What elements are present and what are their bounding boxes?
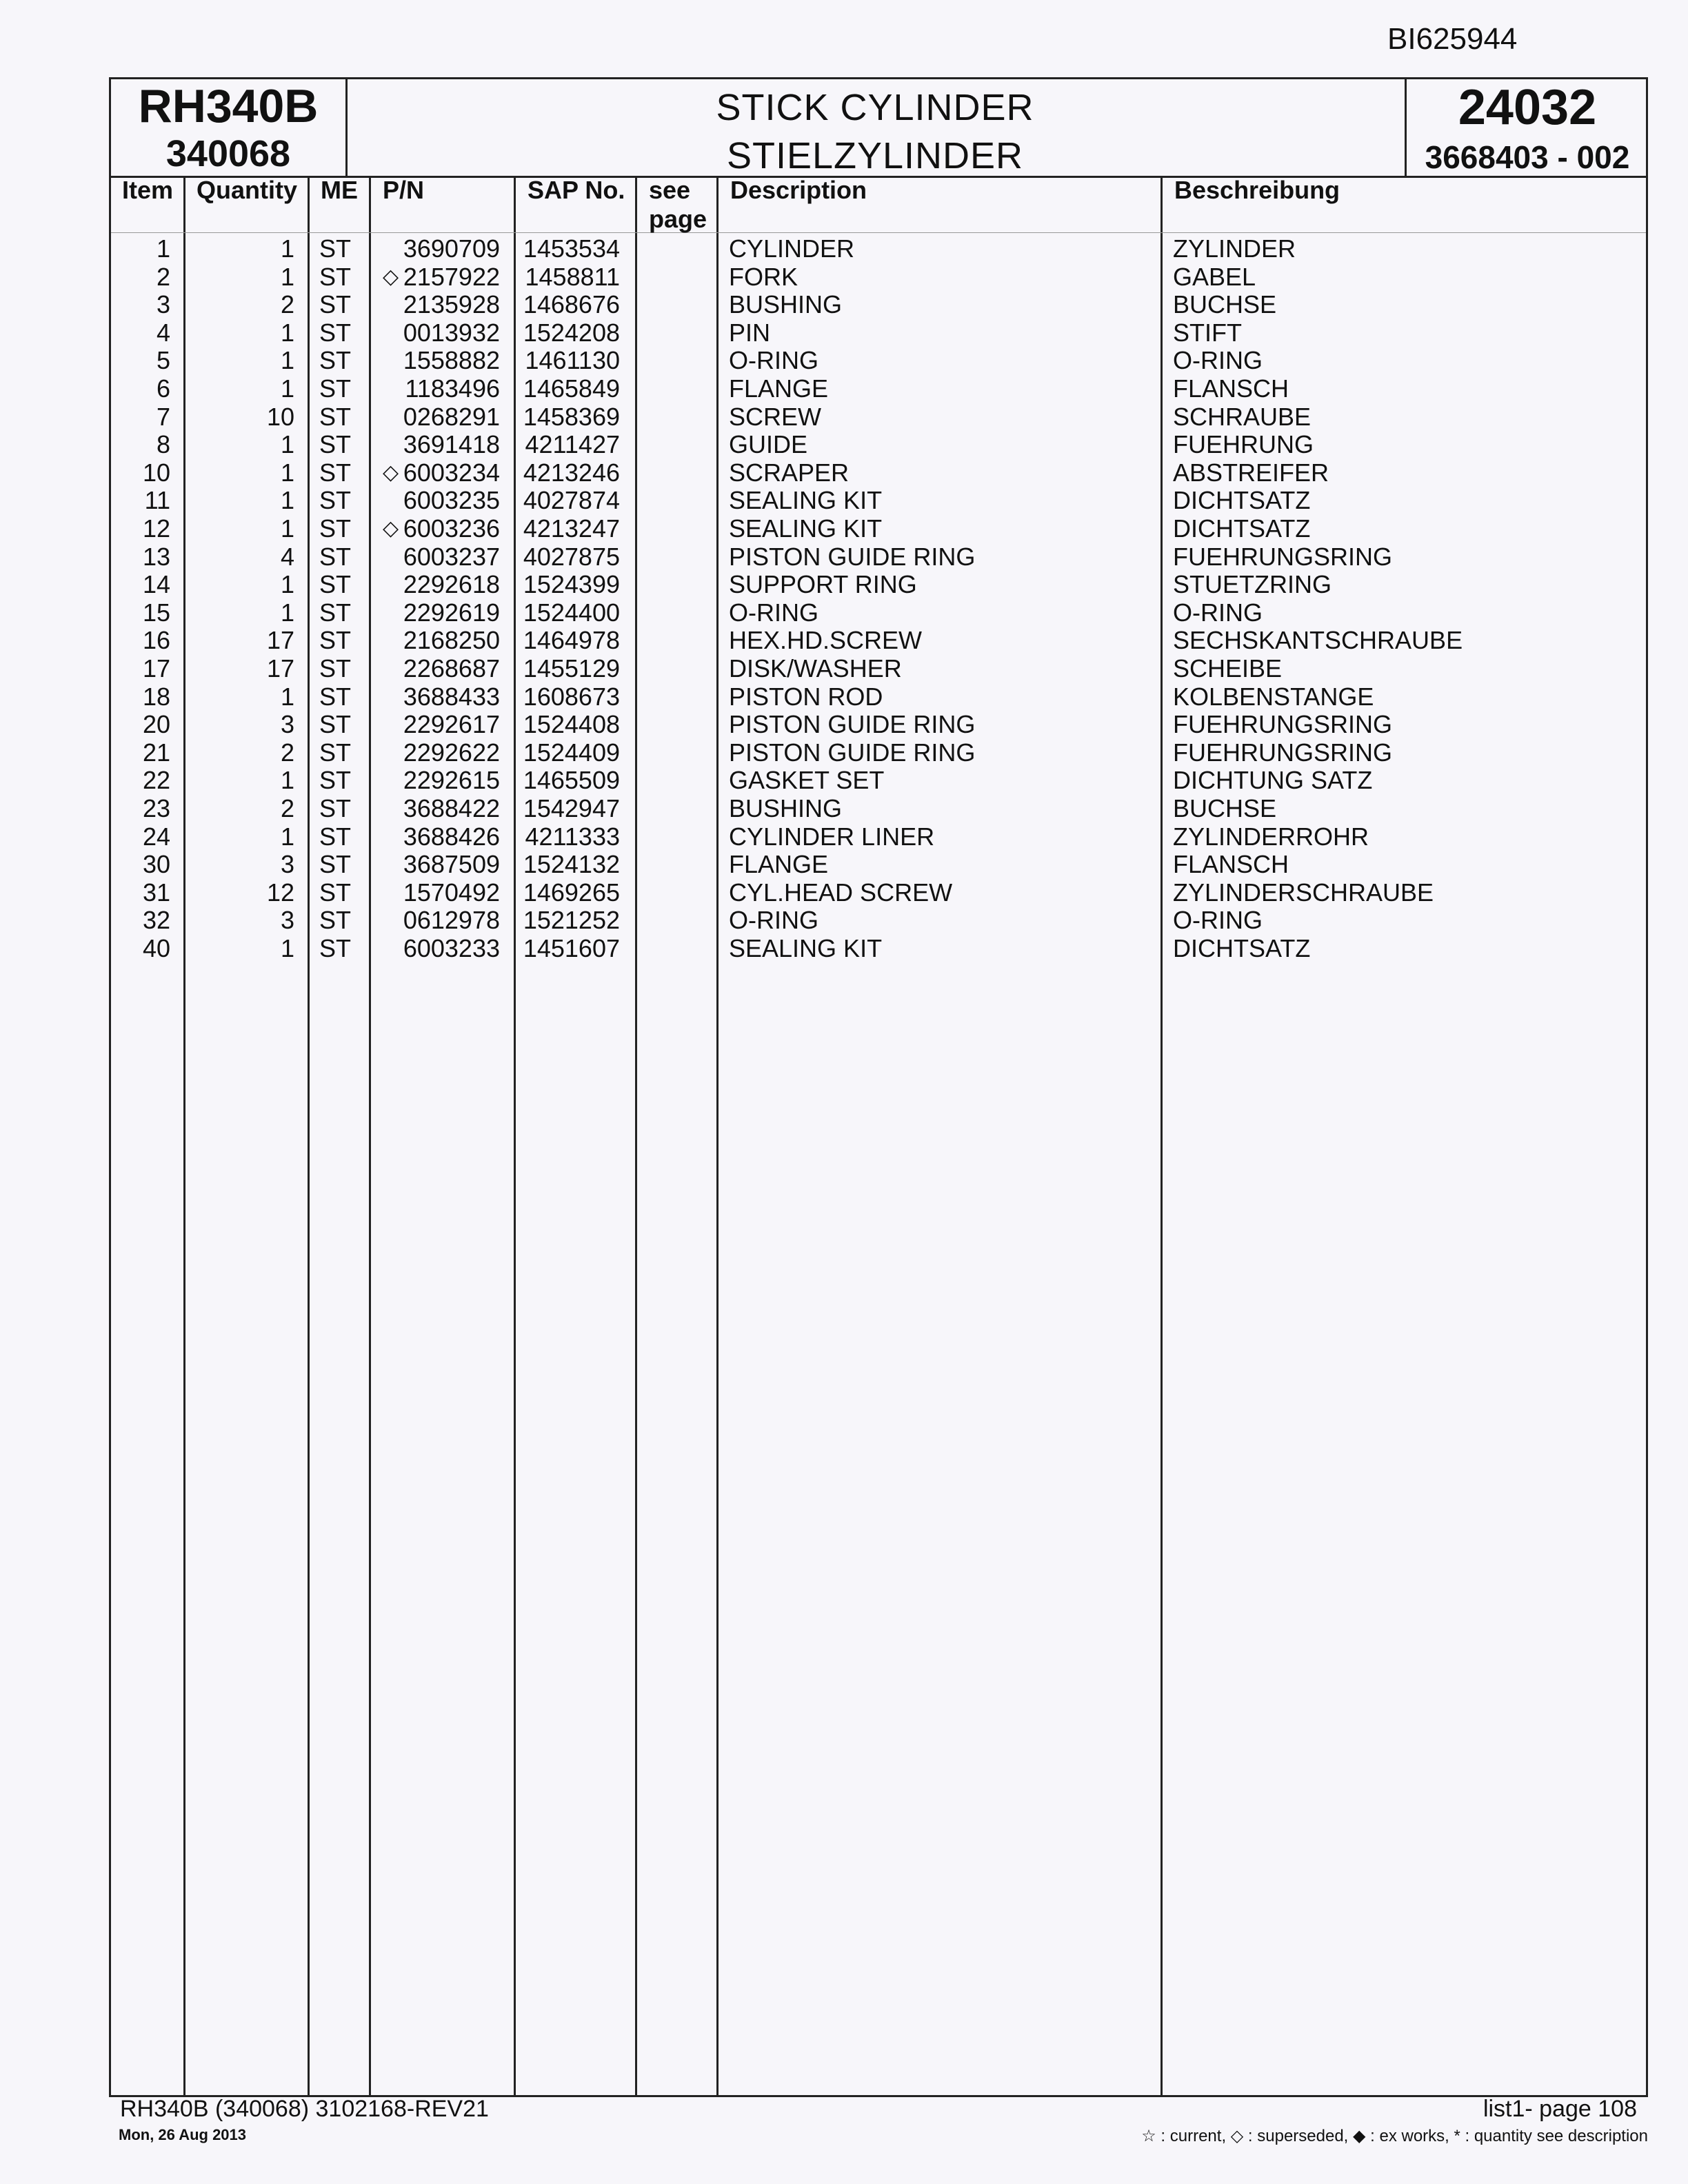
cell-sap-number: 1465509 xyxy=(523,766,620,795)
cell-item: 23 xyxy=(142,794,170,822)
cell-description: BUSHING xyxy=(729,794,843,822)
cell-sap-number: 1464978 xyxy=(523,626,620,655)
cell-description: PISTON GUIDE RING xyxy=(729,542,976,571)
superseded-icon: ◇ xyxy=(383,461,399,484)
table-row xyxy=(111,347,1646,375)
cell-description: SCREW xyxy=(729,402,821,431)
table-row xyxy=(111,767,1646,795)
cell-part-number: 6003235 xyxy=(403,486,500,515)
cell-sap-number: 1608673 xyxy=(523,682,620,711)
cell-me: ST xyxy=(319,234,352,263)
cell-description: PISTON ROD xyxy=(729,682,883,711)
cell-part-number: 3690709 xyxy=(403,234,500,263)
cell-sap-number: 1469265 xyxy=(523,878,620,907)
cell-sap-number: 1524400 xyxy=(523,598,620,627)
cell-quantity: 1 xyxy=(280,682,294,711)
cell-item: 6 xyxy=(156,374,170,403)
symbol-legend: ☆ : current, ◇ : superseded, ◆ : ex works, * : quantity see description xyxy=(1141,2127,1648,2145)
document-id: BI625944 xyxy=(1387,22,1518,56)
cell-beschreibung: BUCHSE xyxy=(1173,794,1277,822)
cell-item: 18 xyxy=(142,682,170,711)
cell-description: DISK/WASHER xyxy=(729,654,902,682)
cell-item: 40 xyxy=(142,934,170,962)
table-row xyxy=(111,823,1646,851)
cell-quantity: 1 xyxy=(280,458,294,487)
cell-part-number: 2292615 xyxy=(403,766,500,795)
cell-beschreibung: SCHEIBE xyxy=(1173,654,1283,682)
cell-beschreibung: SCHRAUBE xyxy=(1173,402,1312,431)
cell-beschreibung: DICHTSATZ xyxy=(1173,934,1311,962)
table-row xyxy=(111,627,1646,655)
model-box xyxy=(111,79,348,176)
model-name: RH340B xyxy=(138,80,319,132)
cell-sap-number: 1524132 xyxy=(523,850,620,879)
cell-item: 4 xyxy=(156,318,170,347)
cell-description: O-RING xyxy=(729,906,818,935)
cell-part-number: 2292622 xyxy=(403,738,500,767)
parts-list-frame xyxy=(109,77,1648,2097)
cell-quantity: 1 xyxy=(280,374,294,403)
cell-beschreibung: FUEHRUNGSRING xyxy=(1173,542,1393,571)
table-row xyxy=(111,459,1646,487)
cell-beschreibung: STUETZRING xyxy=(1173,570,1332,599)
cell-me: ST xyxy=(319,402,352,431)
table-row xyxy=(111,795,1646,823)
header-page: page xyxy=(649,205,707,233)
cell-beschreibung: FLANSCH xyxy=(1173,374,1289,403)
cell-part-number: 0612978 xyxy=(403,906,500,935)
table-row xyxy=(111,907,1646,935)
table-row xyxy=(111,515,1646,543)
cell-part-number: 2135928 xyxy=(403,290,500,319)
cell-me: ST xyxy=(319,682,352,711)
group-number: 24032 xyxy=(1458,80,1597,135)
cell-description: SEALING KIT xyxy=(729,934,883,962)
cell-part-number: 3691418 xyxy=(403,430,500,459)
cell-part-number: 0013932 xyxy=(403,318,500,347)
cell-sap-number: 4213246 xyxy=(523,458,620,487)
cell-quantity: 1 xyxy=(280,598,294,627)
cell-quantity: 1 xyxy=(280,822,294,851)
table-row xyxy=(111,263,1646,292)
cell-item: 21 xyxy=(142,738,170,767)
cell-quantity: 1 xyxy=(280,570,294,599)
cell-quantity: 3 xyxy=(280,850,294,879)
cell-part-number: 3688426 xyxy=(403,822,500,851)
superseded-icon: ◇ xyxy=(383,517,399,540)
cell-sap-number: 1453534 xyxy=(523,234,620,263)
header-see: see xyxy=(649,176,691,204)
cell-item: 5 xyxy=(156,346,170,375)
cell-item: 2 xyxy=(156,262,170,291)
table-row xyxy=(111,683,1646,711)
cell-quantity: 1 xyxy=(280,486,294,515)
cell-description: O-RING xyxy=(729,346,818,375)
cell-part-number: 2268687 xyxy=(403,654,500,682)
cell-me: ST xyxy=(319,262,352,291)
footer-page: list1- page 108 xyxy=(1483,2096,1637,2122)
cell-item: 31 xyxy=(142,878,170,907)
cell-me: ST xyxy=(319,766,352,795)
cell-me: ST xyxy=(319,822,352,851)
cell-part-number: 2292619 xyxy=(403,598,500,627)
cell-part-number: 6003236 xyxy=(403,514,500,543)
cell-description: CYLINDER xyxy=(729,234,855,263)
cell-me: ST xyxy=(319,570,352,599)
cell-part-number: 2157922 xyxy=(403,262,500,291)
cell-me: ST xyxy=(319,430,352,459)
cell-description: SEALING KIT xyxy=(729,486,883,515)
cell-quantity: 1 xyxy=(280,262,294,291)
table-row xyxy=(111,935,1646,963)
cell-me: ST xyxy=(319,794,352,822)
cell-quantity: 1 xyxy=(280,234,294,263)
cell-me: ST xyxy=(319,514,352,543)
table-row xyxy=(111,599,1646,627)
table-row xyxy=(111,291,1646,319)
cell-quantity: 2 xyxy=(280,738,294,767)
cell-beschreibung: O-RING xyxy=(1173,598,1263,627)
cell-part-number: 1570492 xyxy=(403,878,500,907)
cell-beschreibung: DICHTSATZ xyxy=(1173,514,1311,543)
header-description: Description xyxy=(730,176,867,204)
serial-number: 340068 xyxy=(165,132,291,174)
cell-beschreibung: FUEHRUNG xyxy=(1173,430,1314,459)
cell-sap-number: 1468676 xyxy=(523,290,620,319)
cell-me: ST xyxy=(319,710,352,739)
cell-sap-number: 1524408 xyxy=(523,710,620,739)
table-row xyxy=(111,235,1646,263)
cell-description: PIN xyxy=(729,318,771,347)
cell-quantity: 1 xyxy=(280,934,294,962)
cell-beschreibung: O-RING xyxy=(1173,346,1263,375)
cell-sap-number: 4211333 xyxy=(525,822,620,851)
cell-quantity: 2 xyxy=(280,794,294,822)
cell-description: SCRAPER xyxy=(729,458,850,487)
table-row xyxy=(111,431,1646,459)
cell-me: ST xyxy=(319,738,352,767)
cell-quantity: 3 xyxy=(280,906,294,935)
cell-sap-number: 1461130 xyxy=(525,346,620,375)
cell-item: 7 xyxy=(156,402,170,431)
cell-beschreibung: DICHTSATZ xyxy=(1173,486,1311,515)
cell-description: PISTON GUIDE RING xyxy=(729,710,976,739)
cell-beschreibung: O-RING xyxy=(1173,906,1263,935)
cell-description: GUIDE xyxy=(729,430,808,459)
cell-part-number: 2292617 xyxy=(403,710,500,739)
table-row xyxy=(111,403,1646,432)
header-item: Item xyxy=(122,176,174,204)
cell-item: 11 xyxy=(144,486,170,515)
cell-beschreibung: BUCHSE xyxy=(1173,290,1277,319)
cell-description: GASKET SET xyxy=(729,766,885,795)
cell-part-number: 3688433 xyxy=(403,682,500,711)
cell-item: 3 xyxy=(156,290,170,319)
cell-part-number: 2168250 xyxy=(403,626,500,655)
cell-quantity: 1 xyxy=(280,318,294,347)
cell-sap-number: 1524399 xyxy=(523,570,620,599)
cell-sap-number: 1542947 xyxy=(523,794,620,822)
cell-sap-number: 1455129 xyxy=(523,654,620,682)
cell-sap-number: 4027875 xyxy=(523,542,620,571)
footer-reference: RH340B (340068) 3102168-REV21 xyxy=(120,2096,489,2122)
drawing-number: 3668403 - 002 xyxy=(1425,139,1630,175)
cell-quantity: 12 xyxy=(266,878,294,907)
title-german: STIELZYLINDER xyxy=(726,135,1024,176)
cell-quantity: 1 xyxy=(280,766,294,795)
cell-me: ST xyxy=(319,850,352,879)
cell-quantity: 10 xyxy=(266,402,294,431)
cell-sap-number: 4027874 xyxy=(523,486,620,515)
cell-item: 24 xyxy=(142,822,170,851)
cell-description: FLANGE xyxy=(729,374,829,403)
cell-beschreibung: STIFT xyxy=(1173,318,1242,347)
cell-beschreibung: ABSTREIFER xyxy=(1173,458,1329,487)
cell-quantity: 17 xyxy=(266,626,294,655)
cell-me: ST xyxy=(319,374,352,403)
cell-quantity: 2 xyxy=(280,290,294,319)
cell-me: ST xyxy=(319,878,352,907)
cell-quantity: 1 xyxy=(280,346,294,375)
cell-beschreibung: FLANSCH xyxy=(1173,850,1289,879)
cell-part-number: 3688422 xyxy=(403,794,500,822)
header-sap: SAP No. xyxy=(528,176,625,204)
cell-sap-number: 1451607 xyxy=(523,934,620,962)
cell-description: CYLINDER LINER xyxy=(729,822,935,851)
cell-me: ST xyxy=(319,346,352,375)
cell-quantity: 1 xyxy=(280,430,294,459)
cell-beschreibung: ZYLINDERSCHRAUBE xyxy=(1173,878,1434,907)
cell-item: 14 xyxy=(142,570,170,599)
cell-item: 30 xyxy=(142,850,170,879)
cell-me: ST xyxy=(319,458,352,487)
header-me: ME xyxy=(321,176,358,204)
cell-beschreibung: ZYLINDERROHR xyxy=(1173,822,1369,851)
cell-sap-number: 4211427 xyxy=(525,430,620,459)
header-pn: P/N xyxy=(383,176,425,204)
cell-part-number: 1558882 xyxy=(403,346,500,375)
title-box xyxy=(345,79,1405,176)
cell-part-number: 3687509 xyxy=(403,850,500,879)
cell-me: ST xyxy=(319,654,352,682)
title-english: STICK CYLINDER xyxy=(716,87,1034,128)
cell-me: ST xyxy=(319,626,352,655)
cell-me: ST xyxy=(319,486,352,515)
cell-item: 15 xyxy=(142,598,170,627)
cell-beschreibung: FUEHRUNGSRING xyxy=(1173,710,1393,739)
cell-part-number: 2292618 xyxy=(403,570,500,599)
cell-item: 10 xyxy=(142,458,170,487)
table-row xyxy=(111,487,1646,515)
cell-sap-number: 1458811 xyxy=(525,262,620,291)
cell-description: CYL.HEAD SCREW xyxy=(729,878,953,907)
cell-item: 22 xyxy=(142,766,170,795)
cell-quantity: 3 xyxy=(280,710,294,739)
header xyxy=(111,79,1646,178)
cell-item: 12 xyxy=(142,514,170,543)
table-row xyxy=(111,543,1646,572)
superseded-icon: ◇ xyxy=(383,265,399,288)
cell-description: HEX.HD.SCREW xyxy=(729,626,923,655)
cell-quantity: 4 xyxy=(280,542,294,571)
cell-me: ST xyxy=(319,290,352,319)
header-quantity: Quantity xyxy=(197,176,298,204)
group-box xyxy=(1405,79,1648,176)
table-row xyxy=(111,655,1646,683)
cell-beschreibung: DICHTUNG SATZ xyxy=(1173,766,1373,795)
table-row xyxy=(111,375,1646,403)
cell-item: 1 xyxy=(156,234,170,263)
cell-sap-number: 1458369 xyxy=(523,402,620,431)
table-row xyxy=(111,711,1646,739)
table-header xyxy=(111,176,1646,233)
cell-item: 13 xyxy=(142,542,170,571)
header-see-page xyxy=(649,176,707,234)
cell-part-number: 1183496 xyxy=(405,374,500,403)
cell-me: ST xyxy=(319,906,352,935)
cell-item: 8 xyxy=(156,430,170,459)
cell-sap-number: 1465849 xyxy=(523,374,620,403)
table-row xyxy=(111,571,1646,599)
table-row xyxy=(111,851,1646,879)
cell-sap-number: 4213247 xyxy=(523,514,620,543)
cell-beschreibung: FUEHRUNGSRING xyxy=(1173,738,1393,767)
cell-description: FORK xyxy=(729,262,798,291)
cell-description: SEALING KIT xyxy=(729,514,883,543)
cell-sap-number: 1524208 xyxy=(523,318,620,347)
cell-beschreibung: GABEL xyxy=(1173,262,1256,291)
cell-sap-number: 1521252 xyxy=(523,906,620,935)
cell-part-number: 6003233 xyxy=(403,934,500,962)
table-row xyxy=(111,879,1646,907)
table-row xyxy=(111,319,1646,347)
cell-part-number: 0268291 xyxy=(403,402,500,431)
table-row xyxy=(111,739,1646,767)
cell-me: ST xyxy=(319,598,352,627)
cell-me: ST xyxy=(319,542,352,571)
cell-me: ST xyxy=(319,934,352,962)
header-beschreibung: Beschreibung xyxy=(1174,176,1340,204)
footer-date: Mon, 26 Aug 2013 xyxy=(119,2126,247,2143)
cell-description: BUSHING xyxy=(729,290,843,319)
cell-beschreibung: SECHSKANTSCHRAUBE xyxy=(1173,626,1463,655)
cell-part-number: 6003234 xyxy=(403,458,500,487)
cell-item: 17 xyxy=(142,654,170,682)
cell-me: ST xyxy=(319,318,352,347)
cell-item: 32 xyxy=(142,906,170,935)
cell-item: 16 xyxy=(142,626,170,655)
cell-description: FLANGE xyxy=(729,850,829,879)
cell-item: 20 xyxy=(142,710,170,739)
cell-description: O-RING xyxy=(729,598,818,627)
cell-part-number: 6003237 xyxy=(403,542,500,571)
cell-description: SUPPORT RING xyxy=(729,570,917,599)
cell-quantity: 1 xyxy=(280,514,294,543)
cell-beschreibung: ZYLINDER xyxy=(1173,234,1296,263)
cell-sap-number: 1524409 xyxy=(523,738,620,767)
cell-description: PISTON GUIDE RING xyxy=(729,738,976,767)
cell-quantity: 17 xyxy=(266,654,294,682)
cell-beschreibung: KOLBENSTANGE xyxy=(1173,682,1374,711)
